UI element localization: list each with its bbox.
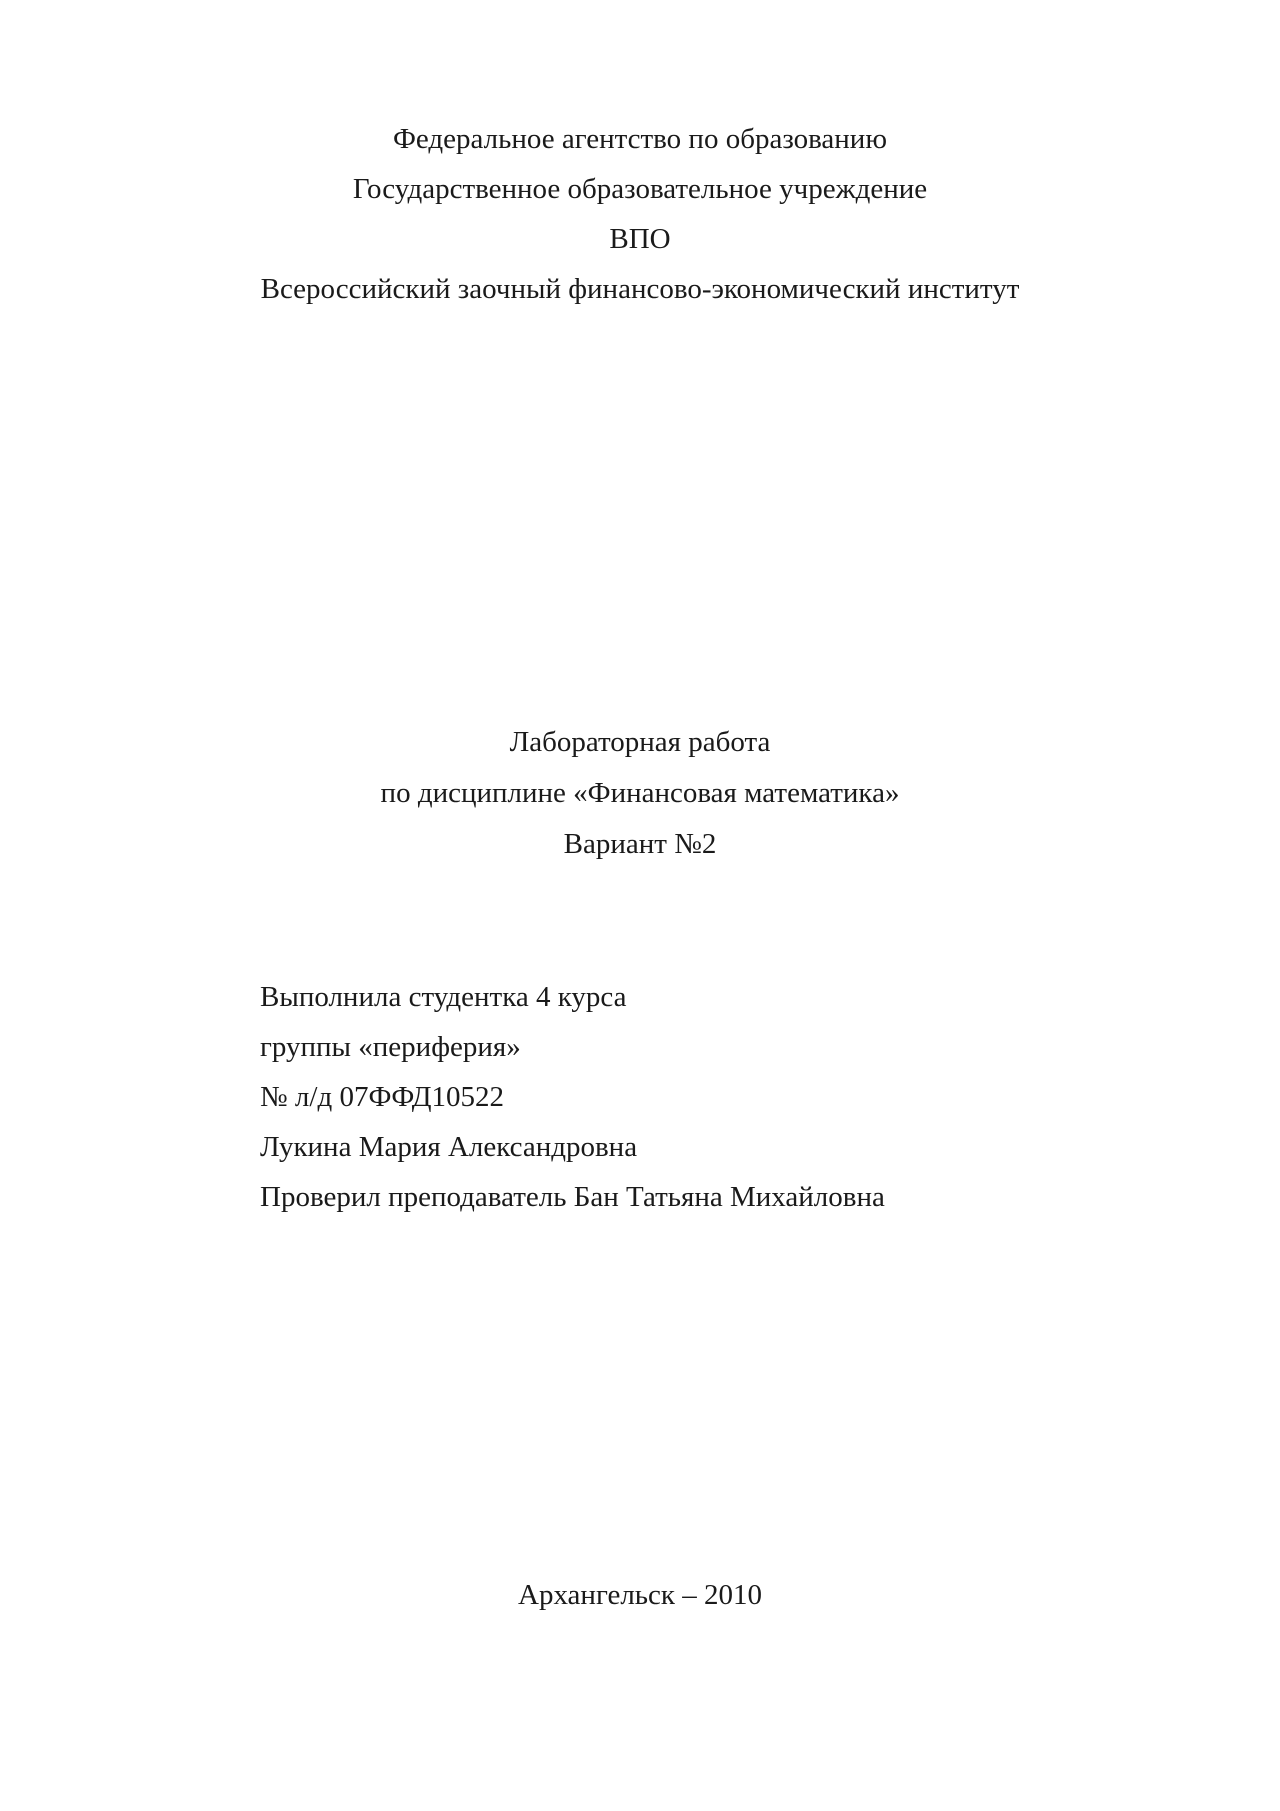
header-institution-type: Государственное образовательное учреждение [352,173,928,205]
author-record-number: № л/д 07ФФД10522 [260,1081,505,1113]
footer-city-year: Архангельск – 2010 [518,1579,762,1611]
header-level: ВПО [609,223,671,255]
header-agency: Федеральное агентство по образованию [392,123,887,155]
author-student-line: Выполнила студентка 4 курса [260,981,627,1013]
reviewer-line: Проверил преподаватель Бан Татьяна Михайловна [260,1181,885,1213]
variant-line: Вариант №2 [563,828,717,860]
work-type-title: Лабораторная работа [509,726,771,758]
discipline-line: по дисциплине «Финансовая математика» [380,777,900,809]
author-name: Лукина Мария Александровна [260,1131,638,1163]
header-institute: Всероссийский заочный финансово-экономический институт [260,273,1020,305]
author-group-line: группы «периферия» [260,1031,521,1063]
